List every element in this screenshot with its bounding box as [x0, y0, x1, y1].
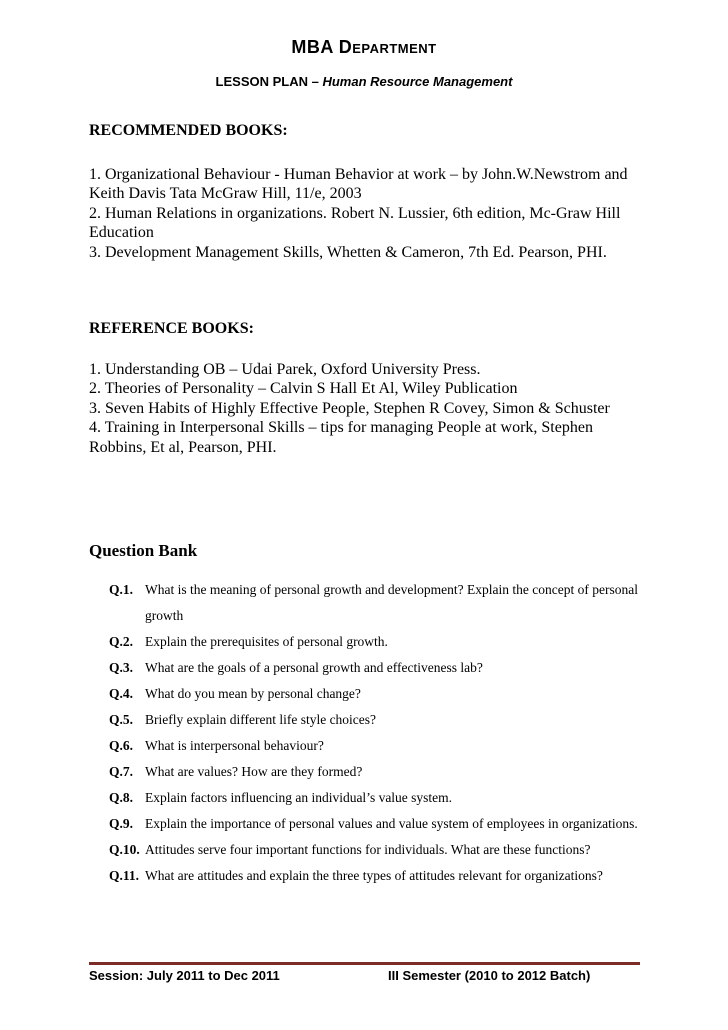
reference-book-item: 2. Theories of Personality – Calvin S Hall Et Al, Wiley Publication — [89, 380, 518, 398]
question-text: Briefly explain different life style choices? — [145, 712, 377, 727]
question-text: What are attitudes and explain the three types of attitudes relevant for organizations? — [145, 868, 603, 883]
question-text: Explain the importance of personal values and value system of employees in organizations. — [145, 816, 638, 831]
lesson-plan-prefix: LESSON PLAN – — [215, 74, 323, 89]
question-number: Q.2. — [109, 634, 134, 649]
footer-session: Session: July 2011 to Dec 2011 — [89, 968, 280, 983]
question-number: Q.11. — [109, 868, 140, 883]
department-title: MBA Department — [291, 37, 437, 57]
question-bank-title: Question Bank — [89, 541, 198, 560]
footer-semester: III Semester (2010 to 2012 Batch) — [388, 968, 591, 983]
lesson-plan-subject: Human Resource Management — [322, 74, 513, 89]
question-number: Q.6. — [109, 738, 134, 753]
question-item — [109, 577, 669, 629]
recommended-book-item: 3. Development Management Skills, Whetten & Cameron, 7th Ed. Pearson, PHI. — [89, 243, 607, 261]
question-number: Q.8. — [109, 790, 134, 805]
reference-book-item: 4. Training in Interpersonal Skills – tips for managing People at work, Stephen Robbins, Et al, Pearson, PHI. — [89, 419, 593, 456]
recommended-book-item: 1. Organizational Behaviour - Human Behavior at work – by John.W.Newstrom and Keith Davis Tata McGraw Hill, 11/e, 2003 — [89, 166, 628, 203]
question-text: Attitudes serve four important functions for individuals. What are these functions? — [145, 842, 591, 857]
question-text: Explain factors influencing an individual’s value system. — [145, 790, 453, 805]
question-list — [109, 577, 669, 889]
question-text: Explain the prerequisites of personal growth. — [145, 634, 388, 649]
question-item — [109, 707, 669, 733]
question-number: Q.4. — [109, 686, 134, 701]
recommended-book-item: 2. Human Relations in organizations. Robert N. Lussier, 6th edition, Mc-Graw Hill Education — [89, 204, 621, 242]
question-text: What are values? How are they formed? — [145, 764, 363, 779]
question-item — [109, 733, 669, 759]
reference-book-item: 1. Understanding OB – Udai Parek, Oxford University Press. — [89, 361, 481, 378]
question-text: What is interpersonal behaviour? — [145, 738, 324, 753]
question-number: Q.1. — [109, 582, 134, 597]
question-item — [109, 759, 669, 785]
question-number: Q.10. — [109, 842, 140, 857]
footer-rule — [89, 962, 640, 965]
reference-books-list — [89, 360, 649, 457]
question-number: Q.9. — [109, 816, 134, 831]
reference-books-title: REFERENCE BOOKS: — [89, 320, 254, 337]
question-number: Q.3. — [109, 660, 134, 675]
question-item — [109, 863, 669, 889]
question-item — [109, 681, 669, 707]
question-item — [109, 837, 669, 863]
recommended-books-list — [89, 165, 649, 262]
question-item — [109, 785, 669, 811]
question-text: What do you mean by personal change? — [145, 686, 361, 701]
question-item — [109, 811, 669, 837]
lesson-plan-heading — [0, 74, 728, 89]
question-item — [109, 655, 669, 681]
question-number: Q.5. — [109, 712, 134, 727]
question-item — [109, 629, 669, 655]
question-number: Q.7. — [109, 764, 134, 779]
reference-book-item: 3. Seven Habits of Highly Effective People, Stephen R Covey, Simon & Schuster — [89, 399, 610, 417]
question-text: What are the goals of a personal growth and effectiveness lab? — [145, 660, 483, 675]
question-text: What is the meaning of personal growth and development? Explain the concept of personal growth — [145, 582, 638, 623]
recommended-books-title: RECOMMENDED BOOKS: — [89, 122, 288, 139]
